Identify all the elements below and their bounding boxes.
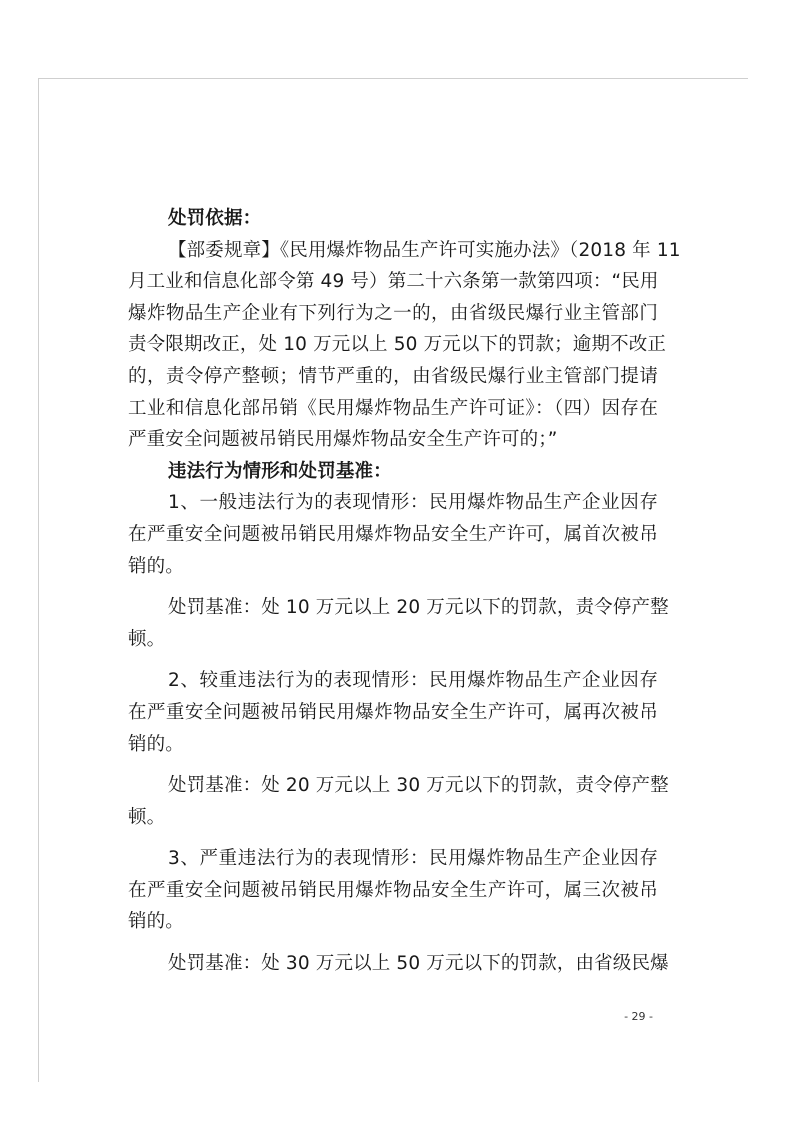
regulation-line-4: 责令限期改正，处 10 万元以上 50 万元以下的罚款；逾期不改正: [128, 334, 667, 356]
item3-line-1: 3、严重违法行为的表现情形：民用爆炸物品生产企业因存: [168, 848, 658, 870]
item2-line-1: 2、较重违法行为的表现情形：民用爆炸物品生产企业因存: [168, 670, 658, 692]
regulation-line-2: 月工业和信息化部令第 49 号）第二十六条第一款第四项：“民用: [128, 271, 659, 293]
item1-line-1: 1、一般违法行为的表现情形：民用爆炸物品生产企业因存: [168, 492, 658, 514]
item1-penalty-line-1: 处罚基准：处 10 万元以上 20 万元以下的罚款，责令停产整: [168, 597, 669, 619]
item2-line-3: 销的。: [128, 733, 184, 755]
document-body: [128, 203, 681, 980]
item3-line-2: 在严重安全问题被吊销民用爆炸物品安全生产许可，属三次被吊: [128, 879, 658, 901]
regulation-line-7: 严重安全问题被吊销民用爆炸物品安全生产许可的；”: [128, 429, 558, 451]
item2-line-2: 在严重安全问题被吊销民用爆炸物品安全生产许可，属再次被吊: [128, 701, 658, 723]
page-border-top: [38, 78, 748, 79]
page-border-left: [38, 78, 39, 1082]
item3-penalty-line-1: 处罚基准：处 30 万元以上 50 万元以下的罚款，由省级民爆: [168, 953, 669, 975]
regulation-line-1: 【部委规章】《民用爆炸物品生产许可实施办法》（2018 年 11: [168, 239, 681, 261]
item3-line-3: 销的。: [128, 911, 184, 933]
item2-penalty-line-1: 处罚基准：处 20 万元以上 30 万元以下的罚款，责令停产整: [168, 775, 669, 797]
item1-penalty-line-2: 顿。: [128, 628, 166, 650]
basis-heading: 处罚依据：: [168, 208, 262, 229]
regulation-line-6: 工业和信息化部吊销《民用爆炸物品生产许可证》：（四）因存在: [128, 397, 658, 419]
regulation-line-3: 爆炸物品生产企业有下列行为之一的，由省级民爆行业主管部门: [128, 302, 658, 324]
item1-line-3: 销的。: [128, 555, 184, 577]
page-number: - 29 -: [624, 1010, 653, 1023]
standard-heading: 违法行为情形和处罚基准：: [168, 460, 392, 482]
item1-line-2: 在严重安全问题被吊销民用爆炸物品安全生产许可，属首次被吊: [128, 523, 658, 545]
regulation-line-5: 的，责令停产整顿；情节严重的，由省级民爆行业主管部门提请: [128, 365, 658, 387]
item2-penalty-line-2: 顿。: [128, 806, 166, 828]
